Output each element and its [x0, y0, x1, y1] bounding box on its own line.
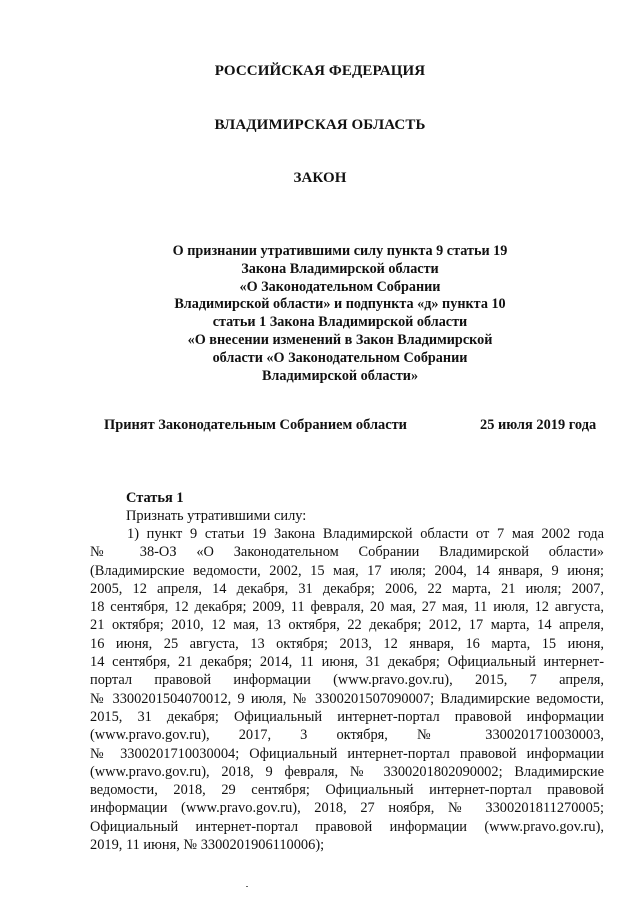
body-line: № 3300201710030004; Официальный интернет-портал правовой информации [90, 745, 604, 762]
body-line: (www.pravo.gov.ru), 2018, 9 февраля, № 3300201802090002; Владимирские [90, 763, 604, 780]
body-line: 2015, 31 декабря; Официальный интернет-портал правовой информации [90, 708, 604, 725]
title-line: О признании утратившими силу пункта 9 статьи 19 [172, 243, 508, 259]
adoption-date: 25 июля 2019 года [480, 417, 597, 433]
body-line: № 3300201504070012, 9 июля, № 3300201507090007; Владимирские ведомости, [90, 690, 604, 707]
body-line: 18 сентября, 12 декабря; 2009, 11 февраля, 20 мая, 27 мая, 11 июля, 12 августа, [90, 599, 604, 616]
title-line: «О внесении изменений в Закон Владимирской [187, 331, 493, 348]
article-heading: Статья 1 [126, 490, 184, 506]
body-line: 1) пункт 9 статьи 19 Закона Владимирской области от 7 мая 2002 года [127, 526, 604, 542]
body-line: (www.pravo.gov.ru), 2017, 3 октября, № 3300201710030003, [90, 727, 604, 744]
body-line: портал правовой информации (www.pravo.gov.ru), 2015, 7 апреля, [90, 672, 604, 689]
title-line: Владимирской области» [261, 367, 419, 384]
body-line: Официальный интернет-портал правовой информации (www.pravo.gov.ru), [90, 818, 604, 835]
body-line: 14 сентября, 21 декабря; 2014, 11 июня, 31 декабря; Официальный интернет- [90, 654, 604, 671]
body-line: 2019, 11 июня, № 3300201906110006); [90, 837, 325, 854]
law-title [150, 243, 530, 385]
title-line: Владимирской области» и подпункта «д» пункта 10 [174, 296, 506, 313]
region-heading: ВЛАДИМИРСКАЯ ОБЛАСТЬ [214, 117, 426, 133]
body-line: 16 июня, 25 августа, 13 октября; 2013, 12 января, 16 марта, 15 июня, [90, 635, 604, 652]
scan-speck [246, 886, 248, 887]
document-type-heading: ЗАКОН [293, 170, 347, 186]
body-line: ведомости, 2018, 29 сентября; Официальный интернет-портал правовой [90, 782, 604, 799]
article-body [90, 525, 604, 854]
body-line: № 38-ОЗ «О Законодательном Собрании Владимирской области» [90, 544, 604, 561]
title-line: статьи 1 Закона Владимирской области [212, 314, 468, 331]
body-line: (Владимирские ведомости, 2002, 15 мая, 17 июля; 2004, 14 января, 9 июня; [90, 562, 604, 579]
title-line: области «О Законодательном Собрании [212, 349, 468, 366]
body-line: 2005, 12 апреля, 14 декабря, 31 декабря; 2006, 22 марта, 21 июля; 2007, [90, 580, 604, 597]
country-heading: РОССИЙСКАЯ ФЕДЕРАЦИЯ [214, 63, 426, 79]
title-line: «О Законодательном Собрании [239, 278, 441, 295]
title-line: Закона Владимирской области [241, 260, 439, 277]
body-line: 21 октября; 2010, 12 мая, 13 октября, 22 декабря; 2012, 17 марта, 14 апреля, [90, 617, 604, 634]
article-intro: Признать утратившими силу: [126, 508, 307, 524]
adoption-statement: Принят Законодательным Собранием области [104, 417, 407, 433]
body-line: информации (www.pravo.gov.ru), 2018, 27 ноября, № 3300201811270005; [90, 800, 604, 817]
